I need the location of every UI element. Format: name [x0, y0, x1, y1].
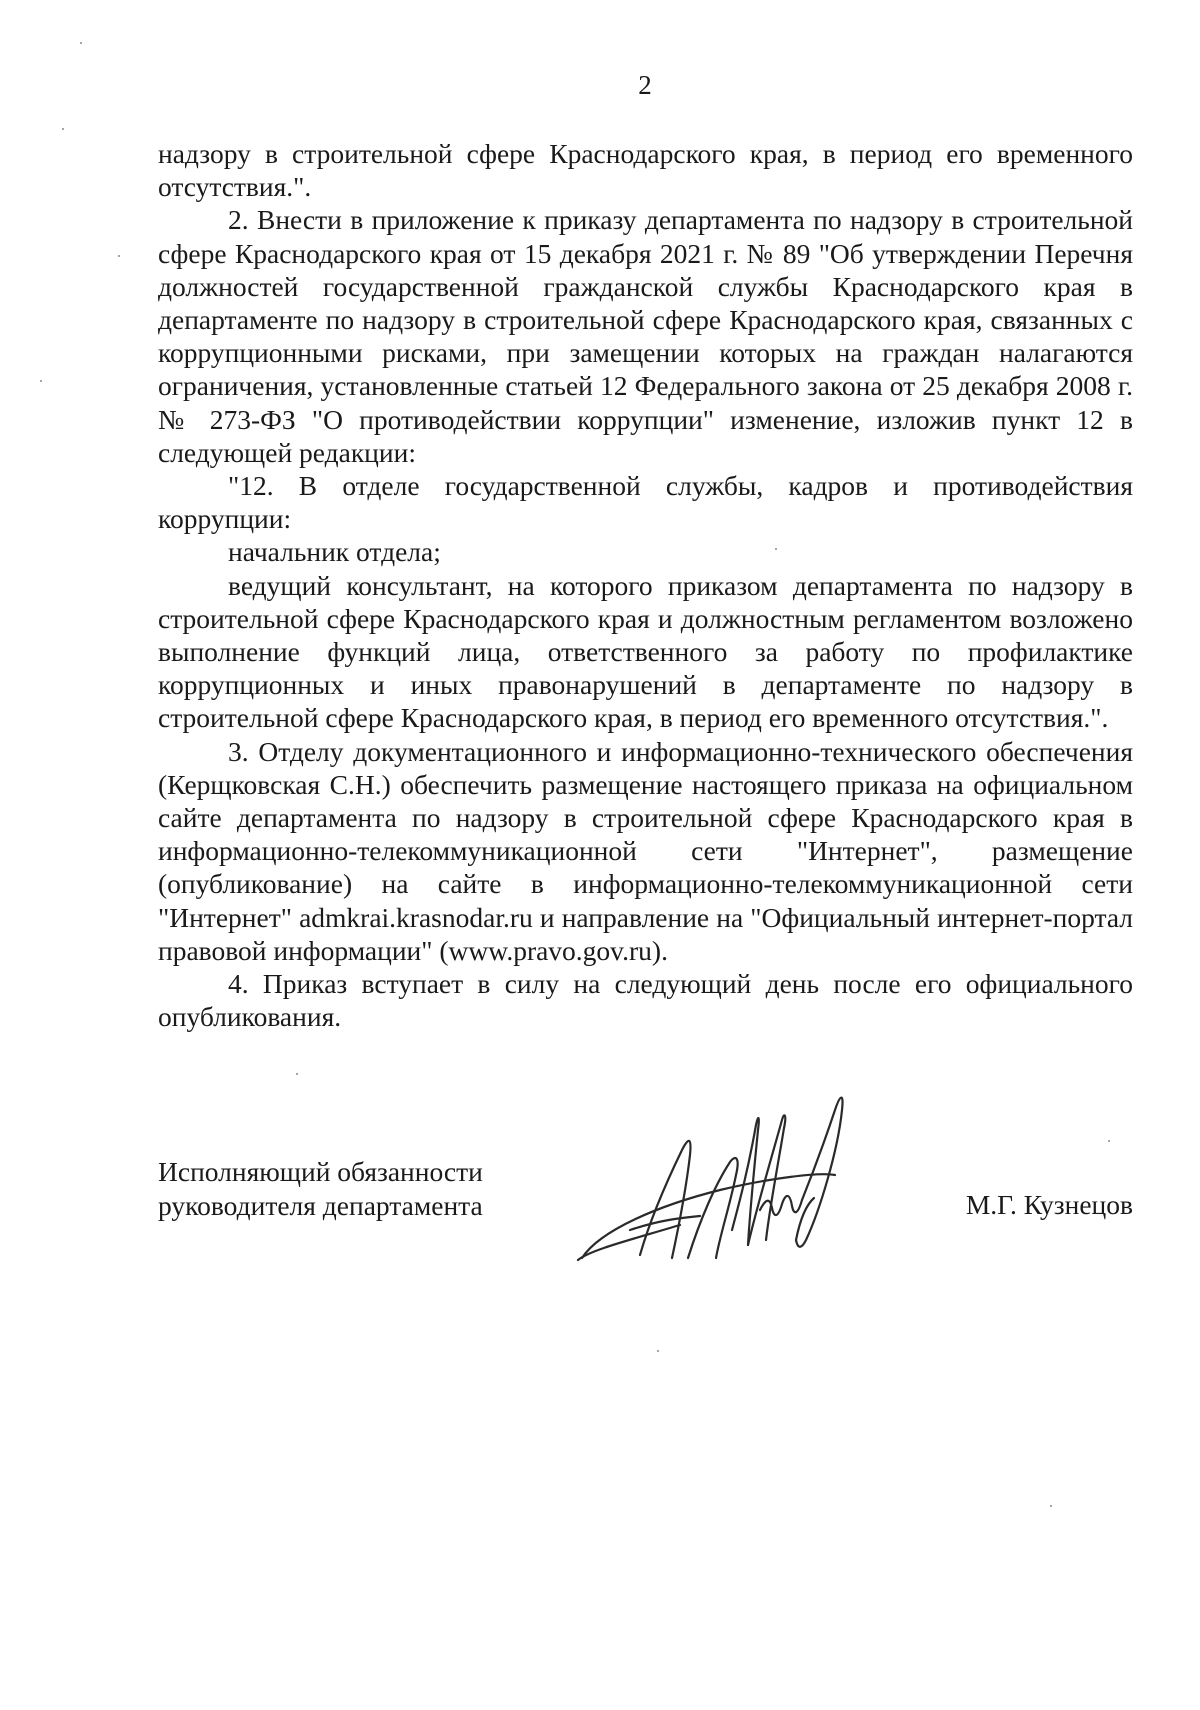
- paragraph-position-head: начальник отдела;: [228, 536, 441, 568]
- scan-speck: [1050, 1505, 1052, 1507]
- scan-speck: [118, 255, 120, 257]
- signer-title-line-2: руководителя департамента: [158, 1189, 483, 1221]
- paragraph-item-4: 4. Приказ вступает в силу на следующий день после его официального опубликования.: [158, 968, 1133, 1033]
- paragraph-continuation: надзору в строительной сфере Краснодарского края, в период его временного отсутствия.".: [158, 138, 1133, 203]
- paragraph-quoted-item-12: "12. В отделе государственной службы, кадров и противодействия коррупции:: [158, 470, 1133, 535]
- paragraph-item-2: 2. Внести в приложение к приказу департамента по надзору в строительной сфере Краснодарского края от 15 декабря 2021 г. № 89 "Об утверждении Перечня должностей государственной гражданской службы Краснодарского края в департаменте по надзору в строительной сфере Краснодарского края, связанных с коррупционными рисками, при замещении которых на граждан налагаются ограничения, установленные статьей 12 Федерального закона от 25 декабря 2008 г. № 273-ФЗ "О противодействии коррупции" изменение, изложив пункт 12 в следующей редакции:: [158, 204, 1133, 468]
- signer-title-line-1: Исполняющий обязанности: [158, 1156, 483, 1187]
- document-body: [158, 137, 1133, 1033]
- scan-speck: [296, 1073, 298, 1075]
- scan-speck: [1108, 1140, 1110, 1142]
- scan-speck: [775, 548, 777, 550]
- signer-title: [158, 1155, 483, 1222]
- scan-speck: [657, 1350, 659, 1352]
- paragraph-item-3: 3. Отделу документационного и информационно-технического обеспечения (Керщковская С.Н.) обеспечить размещение настоящего приказа на официальном сайте департамента по надзору в строительной сфере Краснодарского края в информационно-телекоммуникационной сети "Интернет", размещение (опубликование) на сайте в информационно-телекоммуникационной сети "Интернет" admkrai.krasnodar.ru и направление на "Официальный интернет-портал правовой информации" (www.pravo.gov.ru).: [158, 735, 1133, 966]
- handwritten-signature: [570, 1080, 900, 1265]
- paragraph-position-consultant: ведущий консультант, на которого приказом департамента по надзору в строительной сфере Краснодарского края и должностным регламентом возложено выполнение функций лица, ответственного за работу по профилактике коррупционных и иных правонарушений в департаменте по надзору в строительной сфере Краснодарского края, в период его временного отсутствия.".: [158, 569, 1133, 734]
- scan-speck: [62, 128, 64, 130]
- scan-speck: [80, 42, 82, 44]
- page-number: 2: [638, 70, 652, 100]
- scan-speck: [40, 380, 42, 382]
- signer-name: М.Г. Кузнецов: [965, 1189, 1133, 1220]
